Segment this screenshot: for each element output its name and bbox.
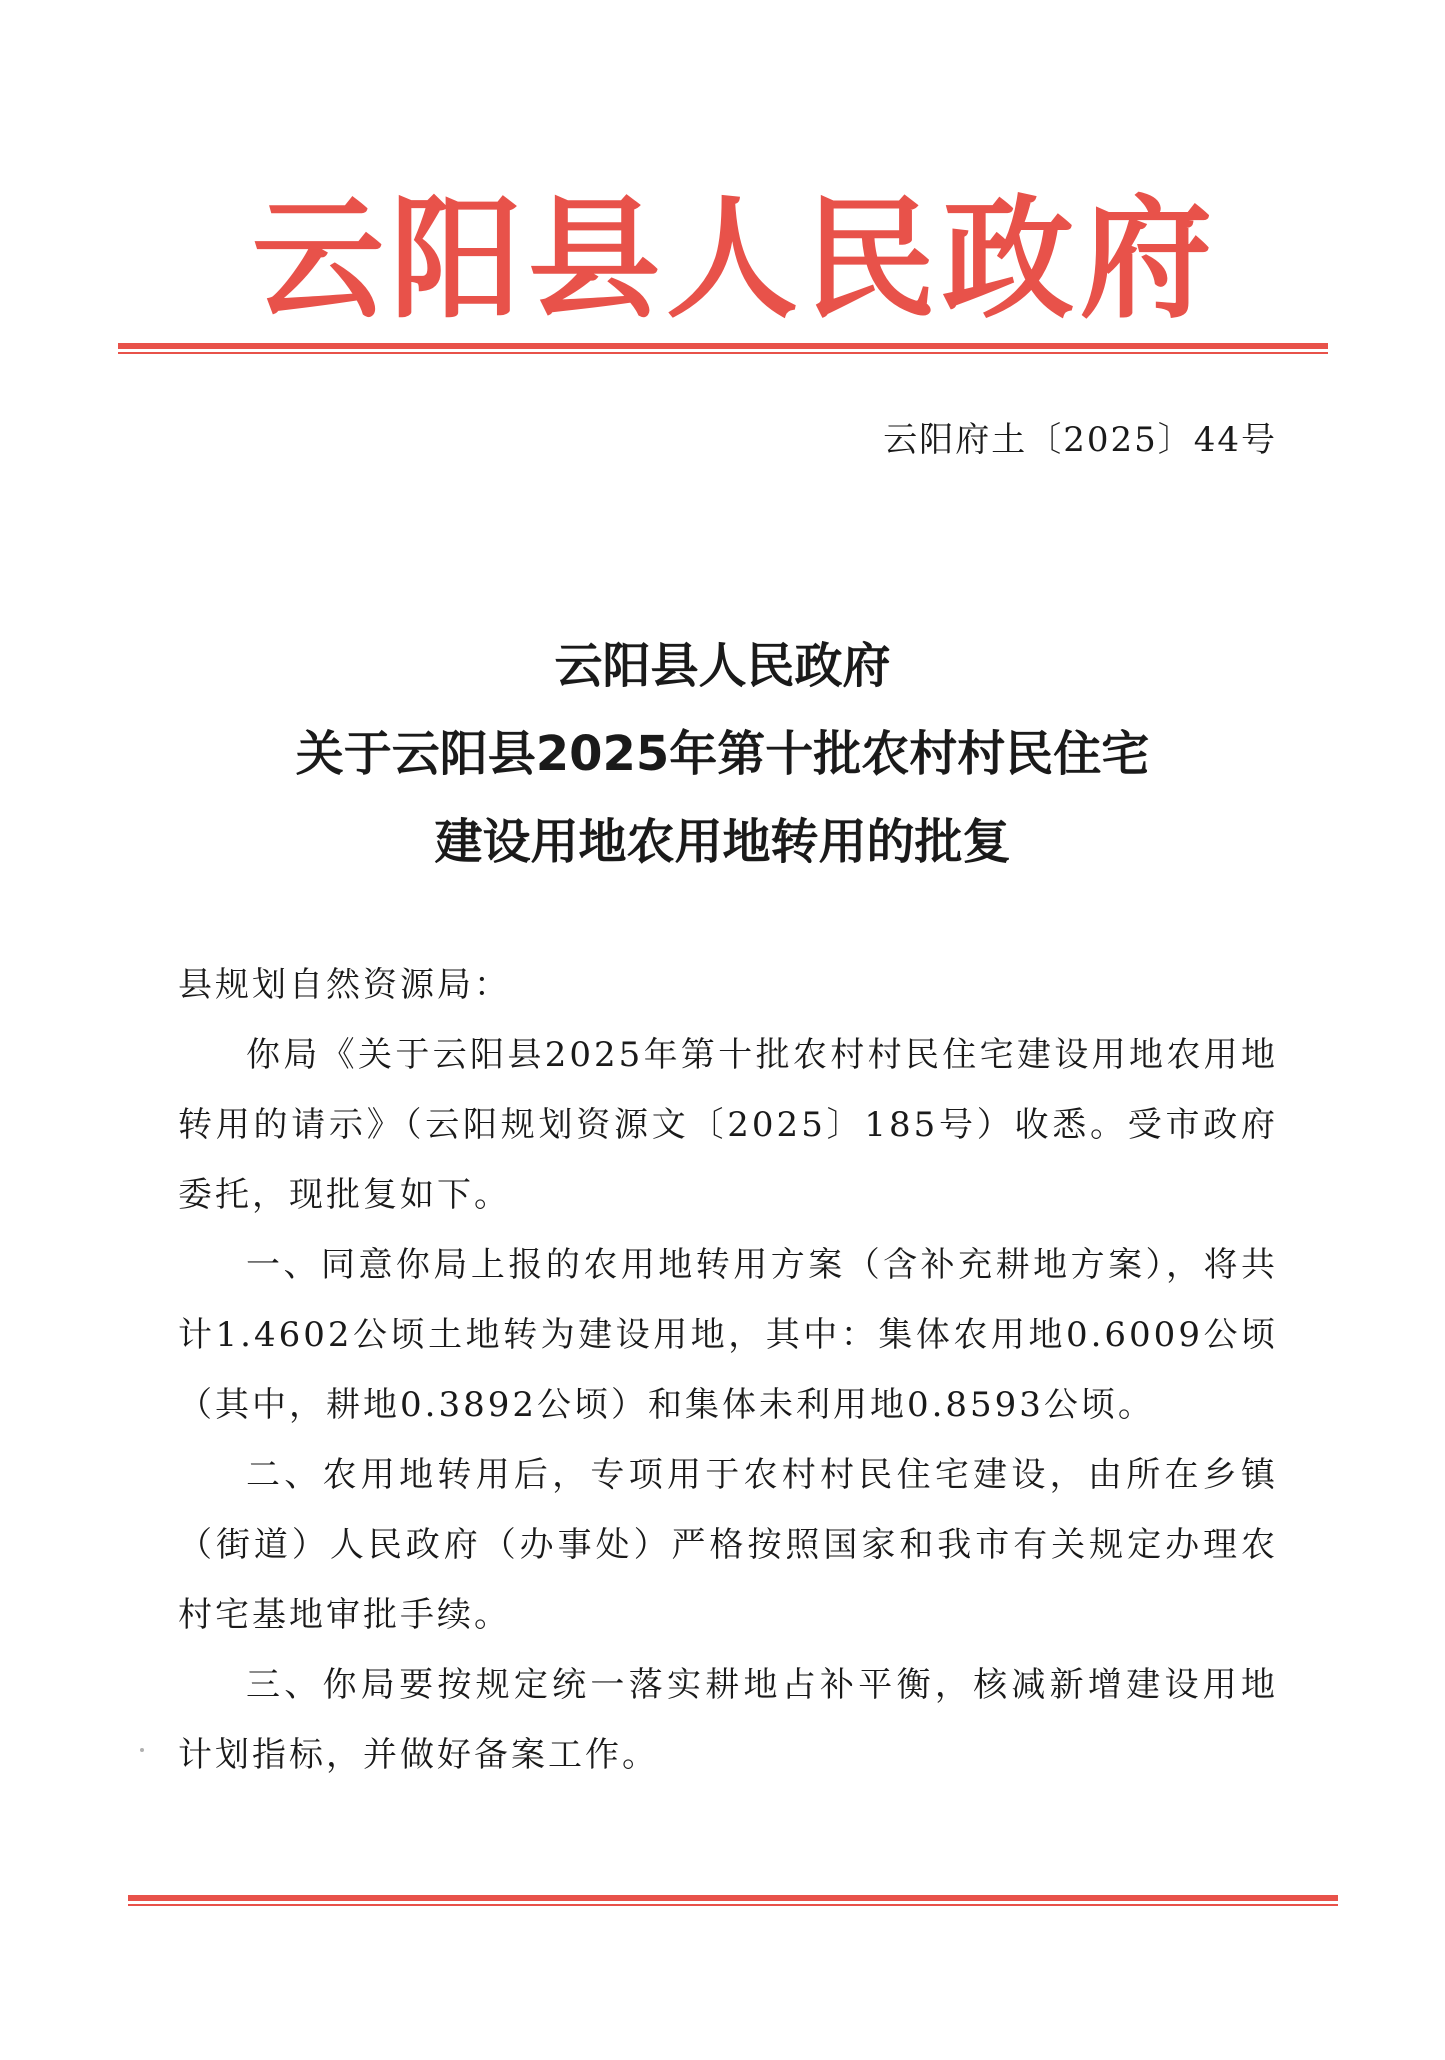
scan-speck [140,1748,144,1752]
document-number: 云阳府土〔2025〕44号 [883,420,1277,460]
body-paragraph: 二、农用地转用后，专项用于农村村民住宅建设，由所在乡镇（街道）人民政府（办事处）严格按照国家和我市有关规定办理农村宅基地审批手续。 [178,1455,1278,1635]
title-line-1: 云阳县人民政府 [554,638,891,694]
body-paragraph: 三、你局要按规定统一落实耕地占补平衡，核减新增建设用地计划指标，并做好备案工作。 [178,1665,1278,1775]
salutation: 县规划自然资源局： [178,965,511,1005]
title-line-2: 关于云阳县2025年第十批农村村民住宅 [295,726,1150,782]
body-paragraph: 一、同意你局上报的农用地转用方案（含补充耕地方案），将共计1.4602公顷土地转为建设用地，其中：集体农用地0.6009公顷（其中，耕地0.3892公顷）和集体未利用地0.8593公顷。 [178,1245,1278,1425]
title-line-3: 建设用地农用地转用的批复 [434,814,1011,870]
masthead-title: 云阳县人民政府 [252,183,1218,337]
document-title [180,622,1265,886]
masthead-divider [118,343,1328,354]
body-paragraph: 你局《关于云阳县2025年第十批农村村民住宅建设用地农用地转用的请示》（云阳规划资源文〔2025〕185号）收悉。受市政府委托，现批复如下。 [178,1035,1278,1215]
footer-divider [128,1895,1338,1906]
document-body [178,950,1278,1790]
